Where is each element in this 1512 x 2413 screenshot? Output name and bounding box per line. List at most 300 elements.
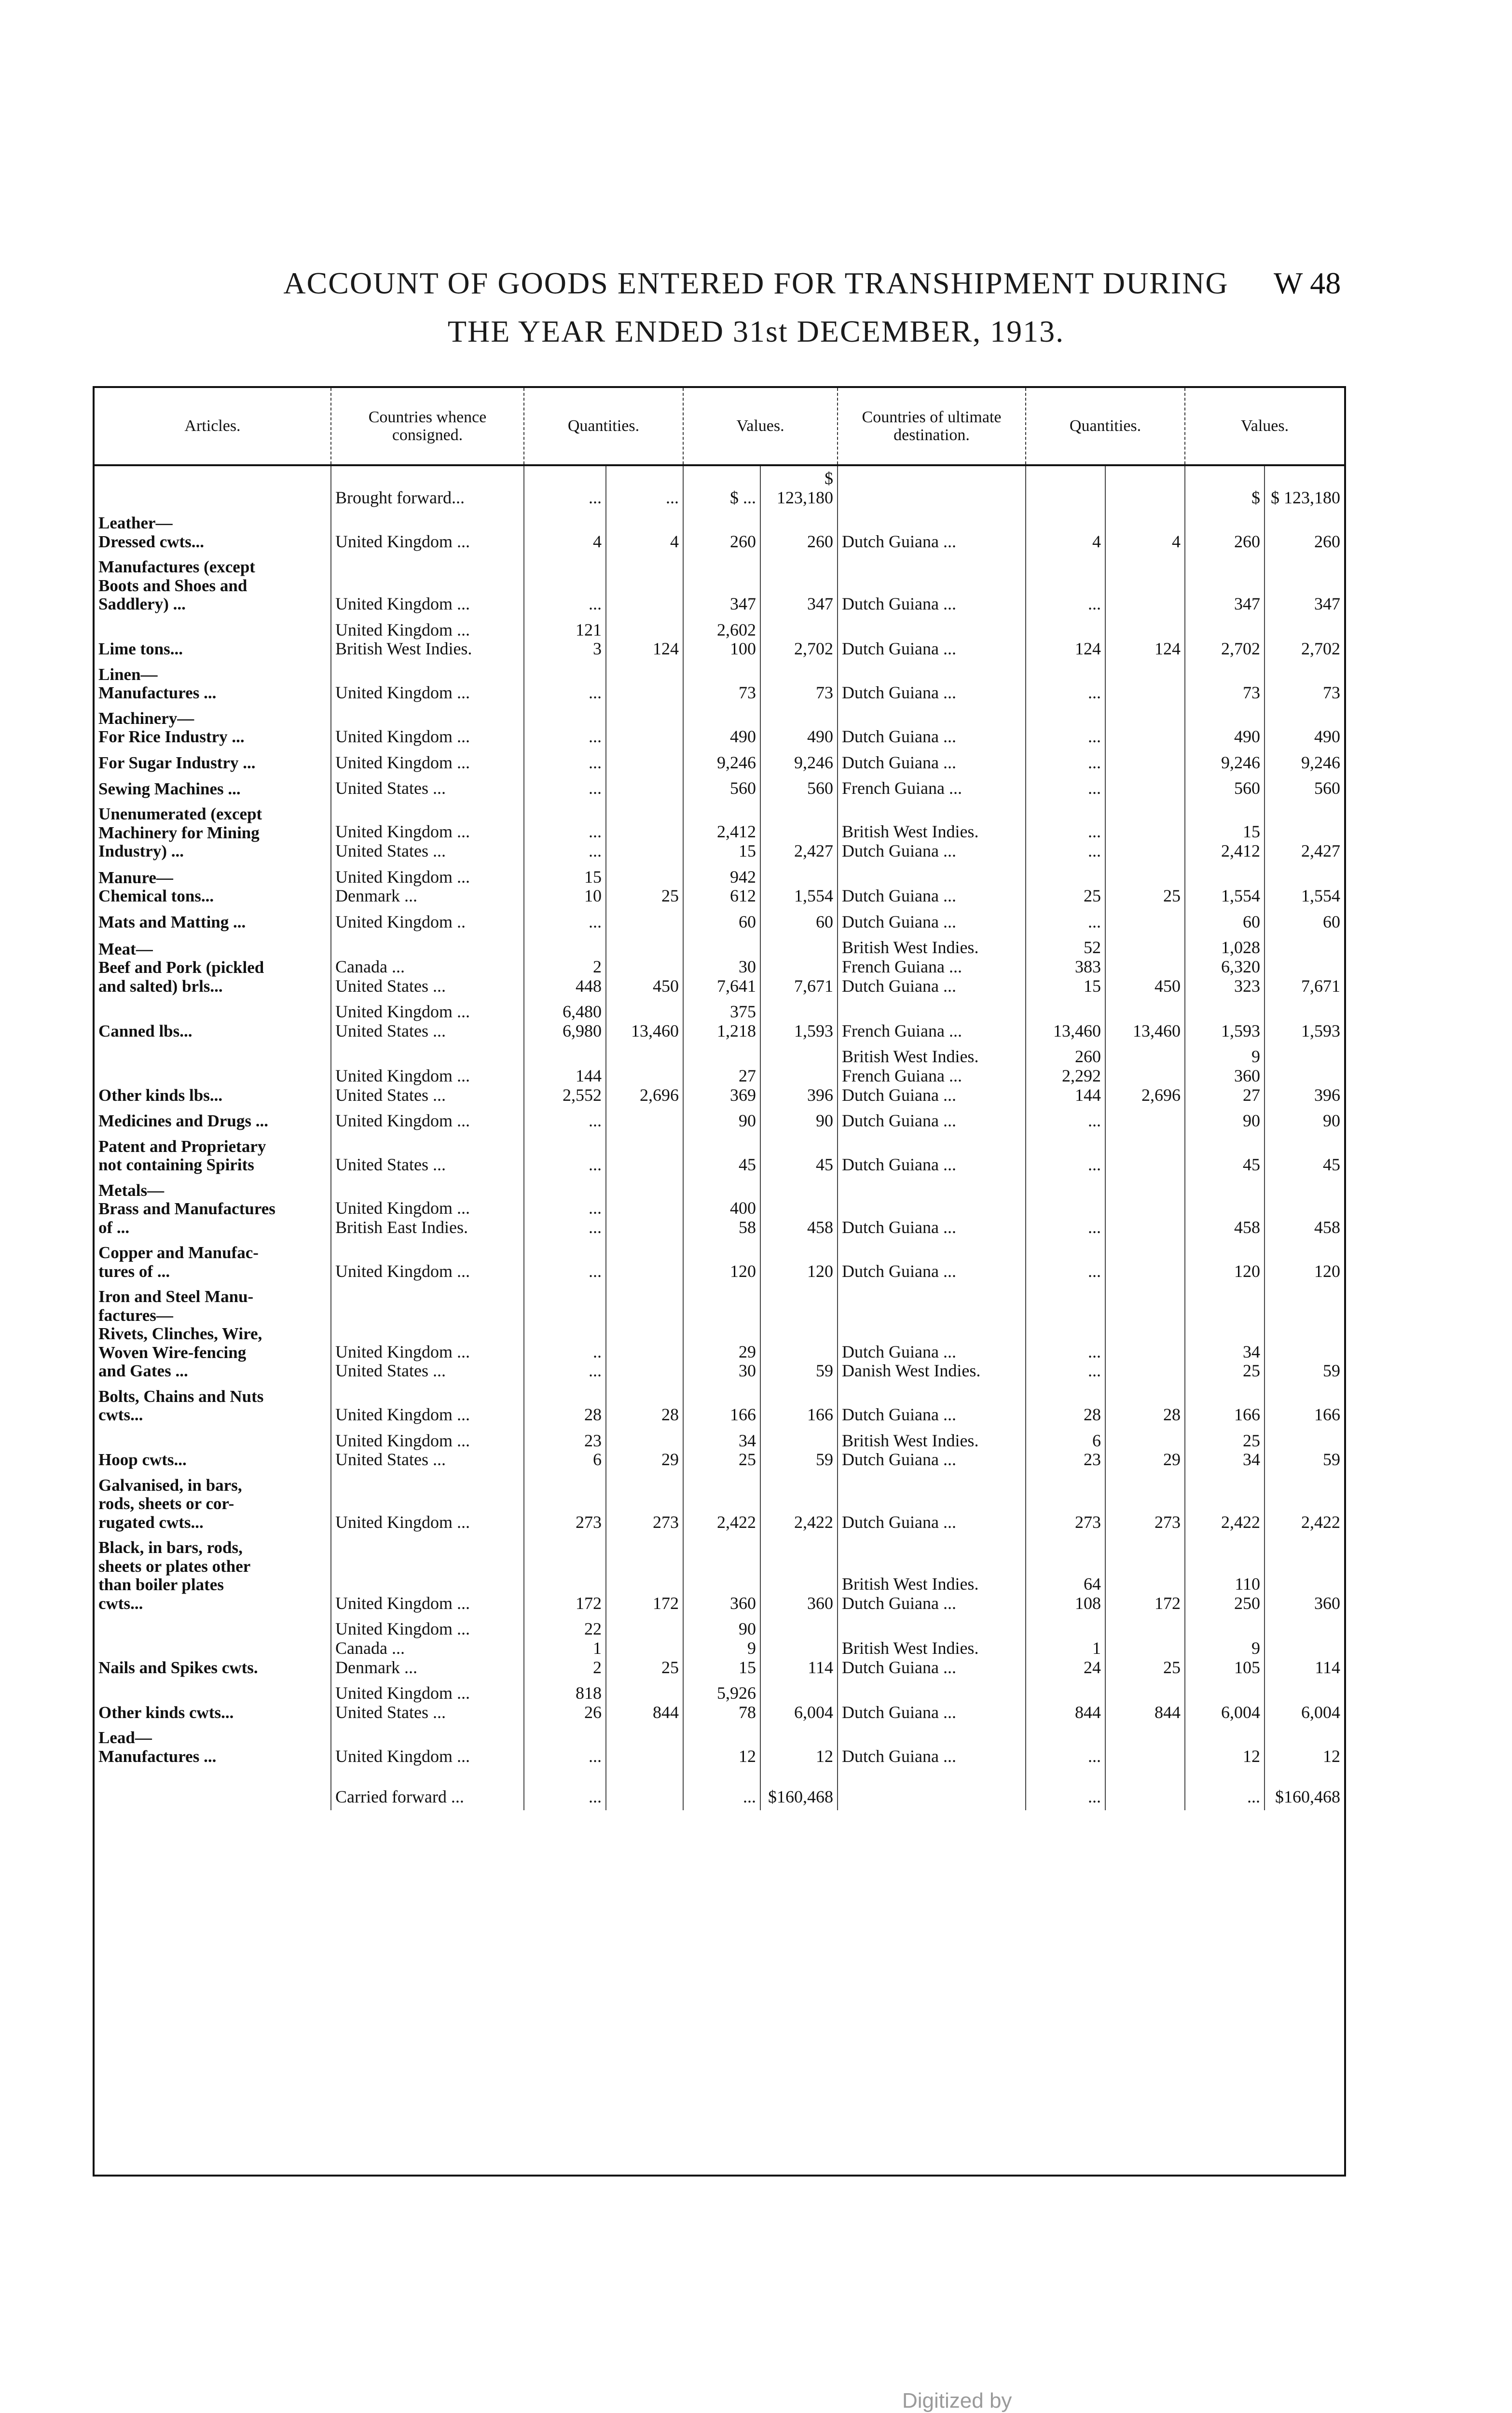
bf-q2-total: [1105, 465, 1185, 511]
country-destination: Dutch Guiana ...: [838, 1473, 1026, 1536]
country-destination: Dutch Guiana ...: [838, 511, 1026, 555]
country-whence: United Kingdom ... United States ...: [331, 1428, 524, 1473]
value: 400 58: [683, 1179, 760, 1241]
quantity-total: [606, 707, 683, 750]
country-whence: United Kingdom ...: [331, 707, 524, 750]
dest-value: 25 34: [1185, 1428, 1265, 1473]
dest-quantity: ...: [1026, 663, 1105, 707]
dest-value: 347: [1185, 555, 1265, 618]
article-name: Copper and Manufac- tures of ...: [95, 1241, 331, 1285]
dest-quantity-total: 29: [1105, 1428, 1185, 1473]
country-destination: Dutch Guiana ...: [838, 910, 1026, 936]
quantity: ...: [524, 750, 606, 777]
dest-value-total: 360: [1314, 1593, 1341, 1613]
carried-forward-v1t: $160,468: [760, 1770, 838, 1810]
dest-quantity-total: [1105, 750, 1185, 777]
article-name: Canned lbs...: [95, 999, 331, 1044]
country-whence: United Kingdom ...: [331, 1385, 524, 1428]
quantity-total: [606, 1285, 683, 1385]
dest-value: 12: [1185, 1726, 1265, 1770]
dest-quantity-total: 172: [1105, 1536, 1185, 1617]
dest-quantity-total: [1105, 776, 1185, 802]
value: 2,412 15: [683, 802, 760, 865]
country-destination: Dutch Guiana ...: [838, 1385, 1026, 1428]
dest-quantity: 1 24: [1026, 1617, 1105, 1681]
value: 90 9 15: [683, 1617, 760, 1681]
dest-value-total: 120: [1314, 1261, 1341, 1281]
country-destination: British West Indies. French Guiana ... Dutch Guiana ...: [838, 935, 1026, 999]
article-name: Other kinds cwts...: [95, 1681, 331, 1726]
value: 2,602 100: [683, 618, 760, 663]
header-quantities: Quantities.: [524, 388, 683, 465]
country-destination: French Guiana ...: [838, 999, 1026, 1044]
country-whence: United Kingdom ...: [331, 750, 524, 777]
dest-quantity: ...: [1026, 1109, 1105, 1135]
dest-quantity-total: [1105, 1241, 1185, 1285]
country-whence: United Kingdom ... British East Indies.: [331, 1179, 524, 1241]
country-destination: Dutch Guiana ...: [838, 865, 1026, 910]
bf-v2-total: $ 123,180: [1271, 487, 1341, 507]
article-name: Meat— Beef and Pork (pickled and salted) brls...: [95, 935, 331, 999]
quantity: 15 10: [524, 865, 606, 910]
dest-quantity: ...: [1026, 750, 1105, 777]
dest-value: 73: [1185, 663, 1265, 707]
dest-value-total: 73: [1323, 683, 1341, 703]
quantity-total: [606, 663, 683, 707]
article-name: Sewing Machines ...: [95, 776, 331, 802]
table-row: [95, 663, 1344, 707]
dest-value-total: 2,427: [1301, 841, 1341, 860]
carried-forward-label: Carried forward ...: [331, 1770, 524, 1810]
quantity-total: [606, 1135, 683, 1179]
dest-quantity-total: [1105, 555, 1185, 618]
dest-quantity-total: 28: [1105, 1385, 1185, 1428]
carried-forward-q1: ...: [524, 1770, 606, 1810]
value-total: 2,702: [760, 618, 838, 663]
country-destination: Dutch Guiana ... Danish West Indies.: [838, 1285, 1026, 1385]
quantity-total: [606, 802, 683, 865]
dest-quantity-total: 844: [1105, 1681, 1185, 1726]
value-total: 490: [760, 707, 838, 750]
dest-value: 1,593: [1185, 999, 1265, 1044]
dest-quantity-total: 2,696: [1105, 1044, 1185, 1109]
dest-quantity: ... ...: [1026, 1285, 1105, 1385]
table-row: [95, 1044, 1344, 1109]
dest-quantity: ...: [1026, 1135, 1105, 1179]
table-row: [95, 1726, 1344, 1770]
country-whence: Canada ... United States ...: [331, 935, 524, 999]
country-whence: United Kingdom ... United States ...: [331, 1285, 524, 1385]
value-total: 45: [760, 1135, 838, 1179]
carried-forward-v2t: $160,468: [1275, 1787, 1341, 1806]
dest-quantity-total: [1105, 707, 1185, 750]
article-name: Mats and Matting ...: [95, 910, 331, 936]
value: 12: [683, 1726, 760, 1770]
value: 942 612: [683, 865, 760, 910]
dest-quantity-total: [1105, 1179, 1185, 1241]
value: 347: [683, 555, 760, 618]
dest-value-total: 60: [1323, 912, 1341, 931]
dest-quantity-total: [1105, 1135, 1185, 1179]
page-title: ACCOUNT OF GOODS ENTERED FOR TRANSHIPMENT DURING: [283, 266, 1229, 300]
quantity-total: [606, 910, 683, 936]
quantity: 28: [524, 1385, 606, 1428]
value: 9,246: [683, 750, 760, 777]
dest-value: 15 2,412: [1185, 802, 1265, 865]
quantity-total: 4: [606, 511, 683, 555]
quantity: 2 448: [524, 935, 606, 999]
country-destination: Dutch Guiana ...: [838, 1241, 1026, 1285]
table-row: [95, 1241, 1344, 1285]
header-articles: Articles.: [95, 388, 331, 465]
value-total: 458: [760, 1179, 838, 1241]
dest-quantity: ...: [1026, 1179, 1105, 1241]
carried-forward-q1t: [606, 1770, 683, 1810]
value-total: 347: [760, 555, 838, 618]
article-name: Leather— Dressed cwts...: [95, 511, 331, 555]
value: 375 1,218: [683, 999, 760, 1044]
quantity: 172: [524, 1536, 606, 1617]
empty-cell: [95, 1770, 331, 1810]
article-name: Lead— Manufactures ...: [95, 1726, 331, 1770]
dest-value: 2,702: [1185, 618, 1265, 663]
country-destination: British West Indies. Dutch Guiana ...: [838, 1617, 1026, 1681]
value-total: 73: [760, 663, 838, 707]
value: 120: [683, 1241, 760, 1285]
table-row: [95, 1109, 1344, 1135]
header-countries-whence: Countries whence consigned.: [331, 388, 524, 465]
article-name: Linen— Manufactures ...: [95, 663, 331, 707]
dest-value: 1,028 6,320 323: [1185, 935, 1265, 999]
quantity-total: [606, 1241, 683, 1285]
country-whence: United Kingdom ... Denmark ...: [331, 865, 524, 910]
header-countries-destination: Countries of ultimate destination.: [838, 388, 1026, 465]
quantity-total: [606, 1726, 683, 1770]
quantity: ...: [524, 776, 606, 802]
value-total: 2,422: [760, 1473, 838, 1536]
country-destination: British West Indies. French Guiana ... Dutch Guiana ...: [838, 1044, 1026, 1109]
quantity: ...: [524, 663, 606, 707]
value-total: 1,554: [760, 865, 838, 910]
dest-quantity-total: [1105, 802, 1185, 865]
dest-value-total: 59: [1323, 1361, 1341, 1381]
dest-quantity: ...: [1026, 1726, 1105, 1770]
table-row: [95, 910, 1344, 936]
value-total: 7,671: [760, 935, 838, 999]
quantity: ...: [524, 1726, 606, 1770]
country-destination: British West Indies. Dutch Guiana ...: [838, 1536, 1026, 1617]
article-name: Manufactures (except Boots and Shoes and Saddlery) ...: [95, 555, 331, 618]
quantity: 4: [524, 511, 606, 555]
quantity-total: 273: [606, 1473, 683, 1536]
quantity-total: 2,696: [606, 1044, 683, 1109]
table-row: [95, 1179, 1344, 1241]
country-destination: Dutch Guiana ...: [838, 1726, 1026, 1770]
country-whence: United States ...: [331, 1135, 524, 1179]
dest-value: 34 25: [1185, 1285, 1265, 1385]
dest-quantity: 844: [1026, 1681, 1105, 1726]
quantity-total: 450: [606, 935, 683, 999]
dest-quantity-total: 124: [1105, 618, 1185, 663]
dest-value: 9,246: [1185, 750, 1265, 777]
dest-quantity-total: 13,460: [1105, 999, 1185, 1044]
quantity-total: [606, 1109, 683, 1135]
table-row: [95, 999, 1344, 1044]
dest-value-total: 59: [1323, 1450, 1341, 1470]
dest-quantity: 28: [1026, 1385, 1105, 1428]
dest-quantity: 124: [1026, 618, 1105, 663]
dest-value: 60: [1185, 910, 1265, 936]
dest-quantity-total: [1105, 663, 1185, 707]
dest-value: 1,554: [1185, 865, 1265, 910]
article-name: Black, in bars, rods, sheets or plates other than boiler plates cwts...: [95, 1536, 331, 1617]
value: 30 7,641: [683, 935, 760, 999]
dest-quantity-total: [1105, 1726, 1185, 1770]
value: 360: [683, 1536, 760, 1617]
value-total: 9,246: [760, 750, 838, 777]
country-whence: United Kingdom ...: [331, 1536, 524, 1617]
empty-cell: [838, 1770, 1026, 1810]
bf-v1-total: $ 123,180: [760, 465, 838, 511]
dest-value-total: 347: [1314, 594, 1341, 614]
country-whence: United Kingdom ..: [331, 910, 524, 936]
quantity-total: 13,460: [606, 999, 683, 1044]
bf-q2: [1026, 465, 1105, 511]
bf-v2: $: [1185, 465, 1265, 511]
quantity: 22 1 2: [524, 1617, 606, 1681]
value: 34 25: [683, 1428, 760, 1473]
table-row: [95, 1285, 1344, 1385]
value-total: 166: [760, 1385, 838, 1428]
dest-quantity: 273: [1026, 1473, 1105, 1536]
article-name: Hoop cwts...: [95, 1428, 331, 1473]
dest-value-total: 45: [1323, 1155, 1341, 1175]
dest-value: 260: [1185, 511, 1265, 555]
country-destination: Dutch Guiana ...: [838, 618, 1026, 663]
value: 490: [683, 707, 760, 750]
dest-quantity-total: 25: [1105, 865, 1185, 910]
country-destination: Dutch Guiana ...: [838, 1179, 1026, 1241]
dest-value: 120: [1185, 1241, 1265, 1285]
value: 260: [683, 511, 760, 555]
dest-quantity-total: [1105, 1285, 1185, 1385]
article-name: Machinery— For Rice Industry ...: [95, 707, 331, 750]
dest-quantity: ...: [1026, 555, 1105, 618]
quantity: 121 3: [524, 618, 606, 663]
dest-value-total: 12: [1323, 1746, 1341, 1766]
table-row: [95, 1681, 1344, 1726]
quantity-total: [606, 555, 683, 618]
value-total: 59: [760, 1285, 838, 1385]
country-destination: British West Indies. Dutch Guiana ...: [838, 802, 1026, 865]
article-name: Manure— Chemical tons...: [95, 865, 331, 910]
footer-watermark: [902, 2389, 1512, 2413]
header-quantities-2: Quantities.: [1026, 388, 1185, 465]
quantity-total: [606, 750, 683, 777]
dest-value: 45: [1185, 1135, 1265, 1179]
article-name: For Sugar Industry ...: [95, 750, 331, 777]
dest-value: 560: [1185, 776, 1265, 802]
table-row: [95, 511, 1344, 555]
quantity-total: 124: [606, 618, 683, 663]
value-total: 12: [760, 1726, 838, 1770]
dest-quantity: 52 383 15: [1026, 935, 1105, 999]
dest-quantity: 260 2,292 144: [1026, 1044, 1105, 1109]
country-whence: United Kingdom ...: [331, 1241, 524, 1285]
quantity: 144 2,552: [524, 1044, 606, 1109]
brought-forward-label: Brought forward...: [331, 465, 524, 511]
table-row: [95, 707, 1344, 750]
dest-value-total: 490: [1314, 727, 1341, 747]
country-destination: Dutch Guiana ...: [838, 555, 1026, 618]
table-row: [95, 618, 1344, 663]
bf-q1-total: ...: [606, 465, 683, 511]
value-total: 360: [760, 1536, 838, 1617]
quantity-total: [606, 776, 683, 802]
country-whence: United Kingdom ...: [331, 511, 524, 555]
quantity: ... ...: [524, 1179, 606, 1241]
dest-quantity-total: 25: [1105, 1617, 1185, 1681]
dest-value-total: 166: [1314, 1405, 1341, 1425]
page-number: W 48: [1274, 266, 1341, 300]
table-row: [95, 1473, 1344, 1536]
value-total: 90: [760, 1109, 838, 1135]
value-total: 60: [760, 910, 838, 936]
dest-value-total: 9,246: [1301, 752, 1341, 772]
transhipment-table: [93, 386, 1346, 2177]
country-destination: Dutch Guiana ...: [838, 1109, 1026, 1135]
country-destination: Dutch Guiana ...: [838, 1681, 1026, 1726]
quantity: 6,480 6,980: [524, 999, 606, 1044]
country-whence: United Kingdom ... United States ...: [331, 1044, 524, 1109]
article-name: Unenumerated (except Machinery for Mining Industry) ...: [95, 802, 331, 865]
value-total: 114: [760, 1617, 838, 1681]
dest-value: 9 360 27: [1185, 1044, 1265, 1109]
dest-value-total: 260: [1314, 531, 1341, 551]
value-total: 6,004: [760, 1681, 838, 1726]
country-whence: United Kingdom ...: [331, 1473, 524, 1536]
table-row: [95, 776, 1344, 802]
value: 27 369: [683, 1044, 760, 1109]
country-destination: Dutch Guiana ...: [838, 750, 1026, 777]
quantity: 818 26: [524, 1681, 606, 1726]
dest-value-total: 560: [1314, 778, 1341, 798]
value: 73: [683, 663, 760, 707]
country-destination: British West Indies. Dutch Guiana ...: [838, 1428, 1026, 1473]
article-name: Bolts, Chains and Nuts cwts...: [95, 1385, 331, 1428]
carried-forward-row: [95, 1770, 1344, 1810]
quantity-total: 25: [606, 1617, 683, 1681]
dest-quantity: 64 108: [1026, 1536, 1105, 1617]
dest-value-total: 7,671: [1301, 976, 1341, 996]
country-whence: United Kingdom ...: [331, 1726, 524, 1770]
quantity: ...: [524, 910, 606, 936]
country-destination: French Guiana ...: [838, 776, 1026, 802]
dest-quantity: 6 23: [1026, 1428, 1105, 1473]
dest-value-total: 6,004: [1301, 1702, 1341, 1722]
digitized-label: Digitized by: [902, 2389, 1012, 2413]
value-total: 260: [760, 511, 838, 555]
dest-quantity-total: 273: [1105, 1473, 1185, 1536]
dest-quantity-total: [1105, 910, 1185, 936]
value-total: 396: [760, 1044, 838, 1109]
country-whence: United Kingdom ... Canada ... Denmark ...: [331, 1617, 524, 1681]
quantity: ...: [524, 1241, 606, 1285]
quantity: .. ...: [524, 1285, 606, 1385]
dest-quantity: ...: [1026, 1241, 1105, 1285]
dest-quantity: ... ...: [1026, 802, 1105, 865]
dest-value-total: 90: [1323, 1111, 1341, 1131]
quantity: 273: [524, 1473, 606, 1536]
dest-value-total: 458: [1314, 1217, 1341, 1237]
value: 29 30: [683, 1285, 760, 1385]
value: 45: [683, 1135, 760, 1179]
article-name: Nails and Spikes cwts.: [95, 1617, 331, 1681]
article-name: Metals— Brass and Manufactures of ...: [95, 1179, 331, 1241]
quantity: ...: [524, 1135, 606, 1179]
table-row: [95, 1536, 1344, 1617]
table-row: [95, 1385, 1344, 1428]
value-total: 1,593: [760, 999, 838, 1044]
carried-forward-v1: ...: [683, 1770, 760, 1810]
bf-q1: ...: [524, 465, 606, 511]
bf-v1: $ ...: [683, 465, 760, 511]
country-whence: United Kingdom ... United States ...: [331, 999, 524, 1044]
value-total: 59: [760, 1428, 838, 1473]
quantity: ...: [524, 1109, 606, 1135]
dest-value-total: 2,422: [1301, 1512, 1341, 1532]
table-row: [95, 865, 1344, 910]
country-destination: Dutch Guiana ...: [838, 1135, 1026, 1179]
article-name: Medicines and Drugs ...: [95, 1109, 331, 1135]
brought-forward-row: [95, 465, 1344, 511]
country-whence: United Kingdom ... United States ...: [331, 1681, 524, 1726]
table-row: [95, 555, 1344, 618]
quantity: ...: [524, 555, 606, 618]
dest-value-total: 1,593: [1301, 1021, 1341, 1040]
value: 560: [683, 776, 760, 802]
dest-value: 490: [1185, 707, 1265, 750]
article-name: Other kinds lbs...: [95, 1044, 331, 1109]
country-whence: United Kingdom ...: [331, 663, 524, 707]
table-header-row: [95, 388, 1344, 465]
carried-forward-v2: ...: [1185, 1770, 1265, 1810]
country-whence: United States ...: [331, 776, 524, 802]
quantity-total: 28: [606, 1385, 683, 1428]
country-destination: Dutch Guiana ...: [838, 663, 1026, 707]
value-total: 2,427: [760, 802, 838, 865]
quantity: ... ...: [524, 802, 606, 865]
table-row: [95, 802, 1344, 865]
article-name: Galvanised, in bars, rods, sheets or cor- rugated cwts...: [95, 1473, 331, 1536]
dest-quantity-total: 450: [1105, 935, 1185, 999]
quantity: ...: [524, 707, 606, 750]
dest-quantity: 25: [1026, 865, 1105, 910]
value: 5,926 78: [683, 1681, 760, 1726]
value: 2,422: [683, 1473, 760, 1536]
article-name: Patent and Proprietary not containing Spirits: [95, 1135, 331, 1179]
dest-value: 458: [1185, 1179, 1265, 1241]
value-total: 120: [760, 1241, 838, 1285]
value: 166: [683, 1385, 760, 1428]
dest-value: 9 105: [1185, 1617, 1265, 1681]
article-name: Lime tons...: [95, 618, 331, 663]
dest-value: 110 250: [1185, 1536, 1265, 1617]
dest-quantity: ...: [1026, 707, 1105, 750]
dest-value-total: 114: [1315, 1657, 1341, 1677]
dest-value-total: 2,702: [1301, 639, 1341, 659]
country-destination: Dutch Guiana ...: [838, 707, 1026, 750]
